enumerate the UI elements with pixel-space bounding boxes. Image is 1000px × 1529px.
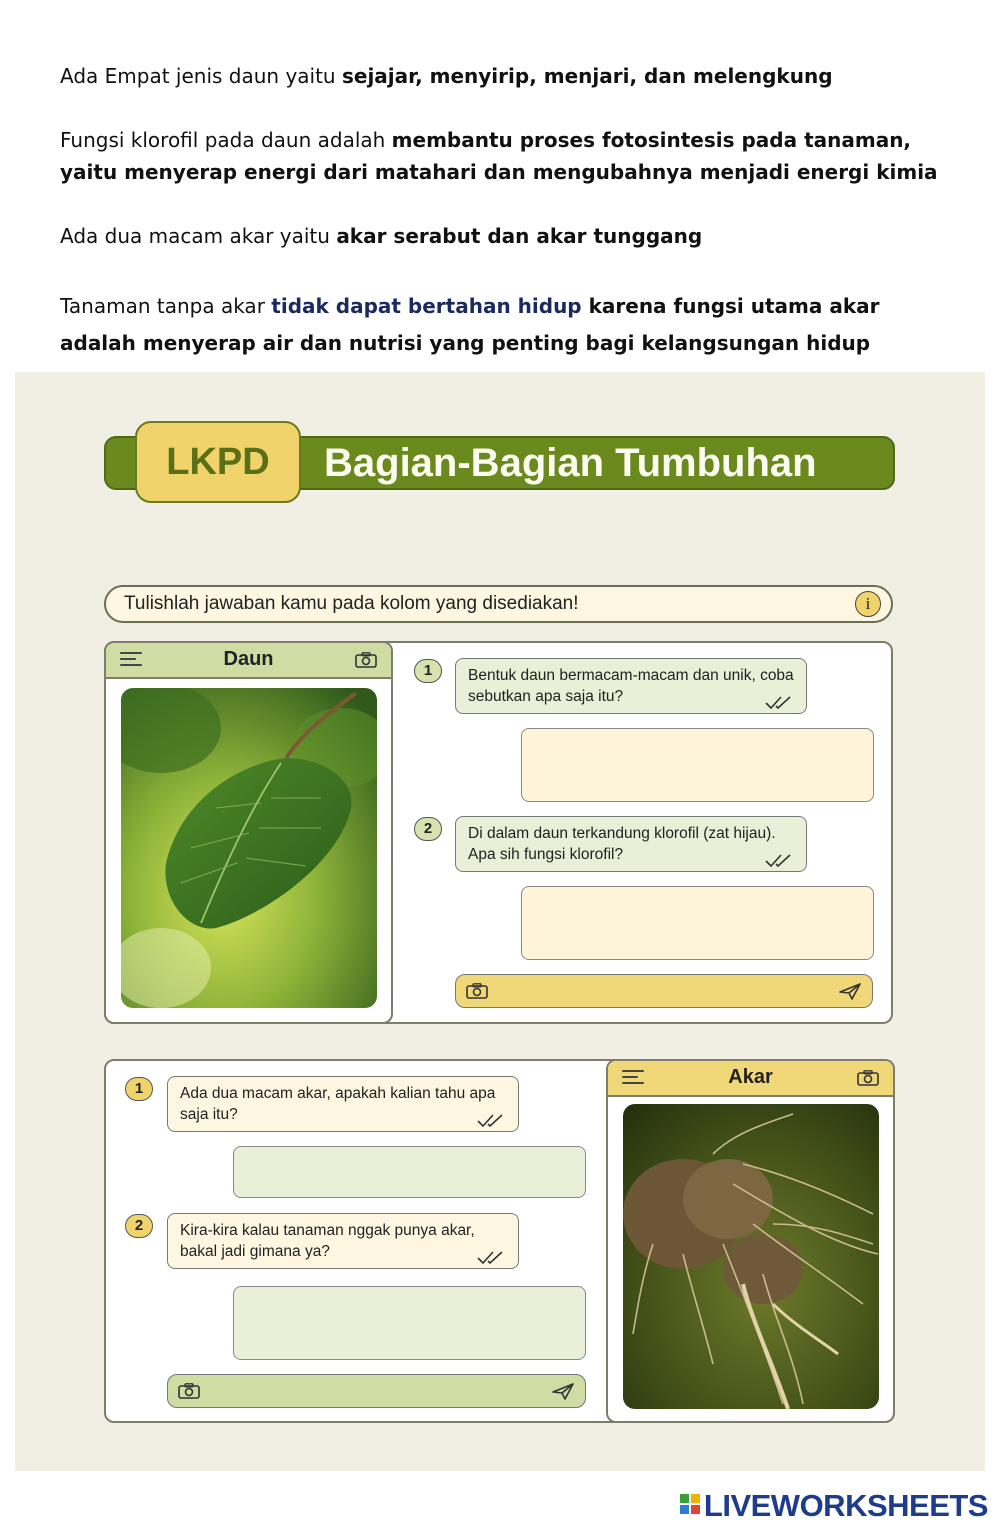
camera-icon[interactable] — [466, 983, 488, 999]
liveworksheets-brand: LIVEWORKSHEETS — [703, 1488, 988, 1523]
lkpd-badge: LKPD — [135, 421, 301, 503]
double-check-icon — [476, 1250, 506, 1264]
akar-q2-answer-field[interactable] — [233, 1286, 586, 1360]
daun-q1-answer-field[interactable] — [521, 728, 874, 802]
double-check-icon — [476, 1113, 506, 1127]
banner-title: Bagian-Bagian Tumbuhan — [324, 441, 817, 485]
akar-message-bar[interactable] — [167, 1374, 586, 1408]
instruction-bar — [104, 585, 893, 623]
daun-q2-answer-field[interactable] — [521, 886, 874, 960]
info-icon[interactable]: i — [855, 591, 881, 617]
instruction-text: Tulishlah jawaban kamu pada kolom yang disediakan! — [124, 593, 579, 614]
akar-q2-number: 2 — [125, 1214, 153, 1238]
double-check-icon — [764, 695, 794, 709]
intro-root-types: Ada dua macam akar yaitu akar serabut dan akar tunggang — [60, 224, 703, 248]
daun-q2-number: 2 — [414, 817, 442, 841]
daun-q1-number: 1 — [414, 659, 442, 683]
root-photo — [623, 1104, 879, 1409]
send-icon[interactable] — [838, 982, 862, 1000]
akar-title: Akar — [728, 1066, 773, 1088]
akar-header — [608, 1061, 893, 1097]
leaf-photo — [121, 688, 377, 1008]
akar-q1-bubble: Ada dua macam akar, apakah kalian tahu apa saja itu? — [167, 1076, 519, 1132]
camera-icon[interactable] — [178, 1383, 200, 1399]
liveworksheets-logo[interactable] — [680, 1488, 988, 1522]
daun-message-bar[interactable] — [455, 974, 873, 1008]
send-icon[interactable] — [551, 1382, 575, 1400]
daun-title: Daun — [223, 648, 274, 670]
camera-icon[interactable] — [355, 652, 377, 668]
double-check-icon — [764, 853, 794, 867]
intro-no-roots: Tanaman tanpa akar tidak dapat bertahan hidup karena fungsi utama akar adalah menyerap air dan nutrisi yang penting bagi kelangsungan hidup — [60, 294, 880, 355]
intro-chlorophyll: Fungsi klorofil pada daun adalah membantu proses fotosintesis pada tanaman, yaitu menyerap energi dari matahari dan mengubahnya menjadi energi kimia — [60, 128, 938, 184]
akar-q1-number: 1 — [125, 1077, 153, 1101]
intro-leaf-types: Ada Empat jenis daun yaitu sejajar, menyirip, menjari, dan melengkung — [60, 64, 833, 88]
daun-q2-bubble: Di dalam daun terkandung klorofil (zat hijau). Apa sih fungsi klorofil? — [455, 816, 807, 872]
daun-sidebar — [104, 641, 393, 1024]
akar-q1-answer-field[interactable] — [233, 1146, 586, 1198]
akar-q2-bubble: Kira-kira kalau tanaman nggak punya akar, bakal jadi gimana ya? — [167, 1213, 519, 1269]
liveworksheets-logo-icon — [680, 1494, 700, 1514]
akar-sidebar — [606, 1059, 895, 1423]
daun-header — [106, 643, 391, 679]
daun-q1-bubble: Bentuk daun bermacam-macam dan unik, coba sebutkan apa saja itu? — [455, 658, 807, 714]
camera-icon[interactable] — [857, 1070, 879, 1086]
